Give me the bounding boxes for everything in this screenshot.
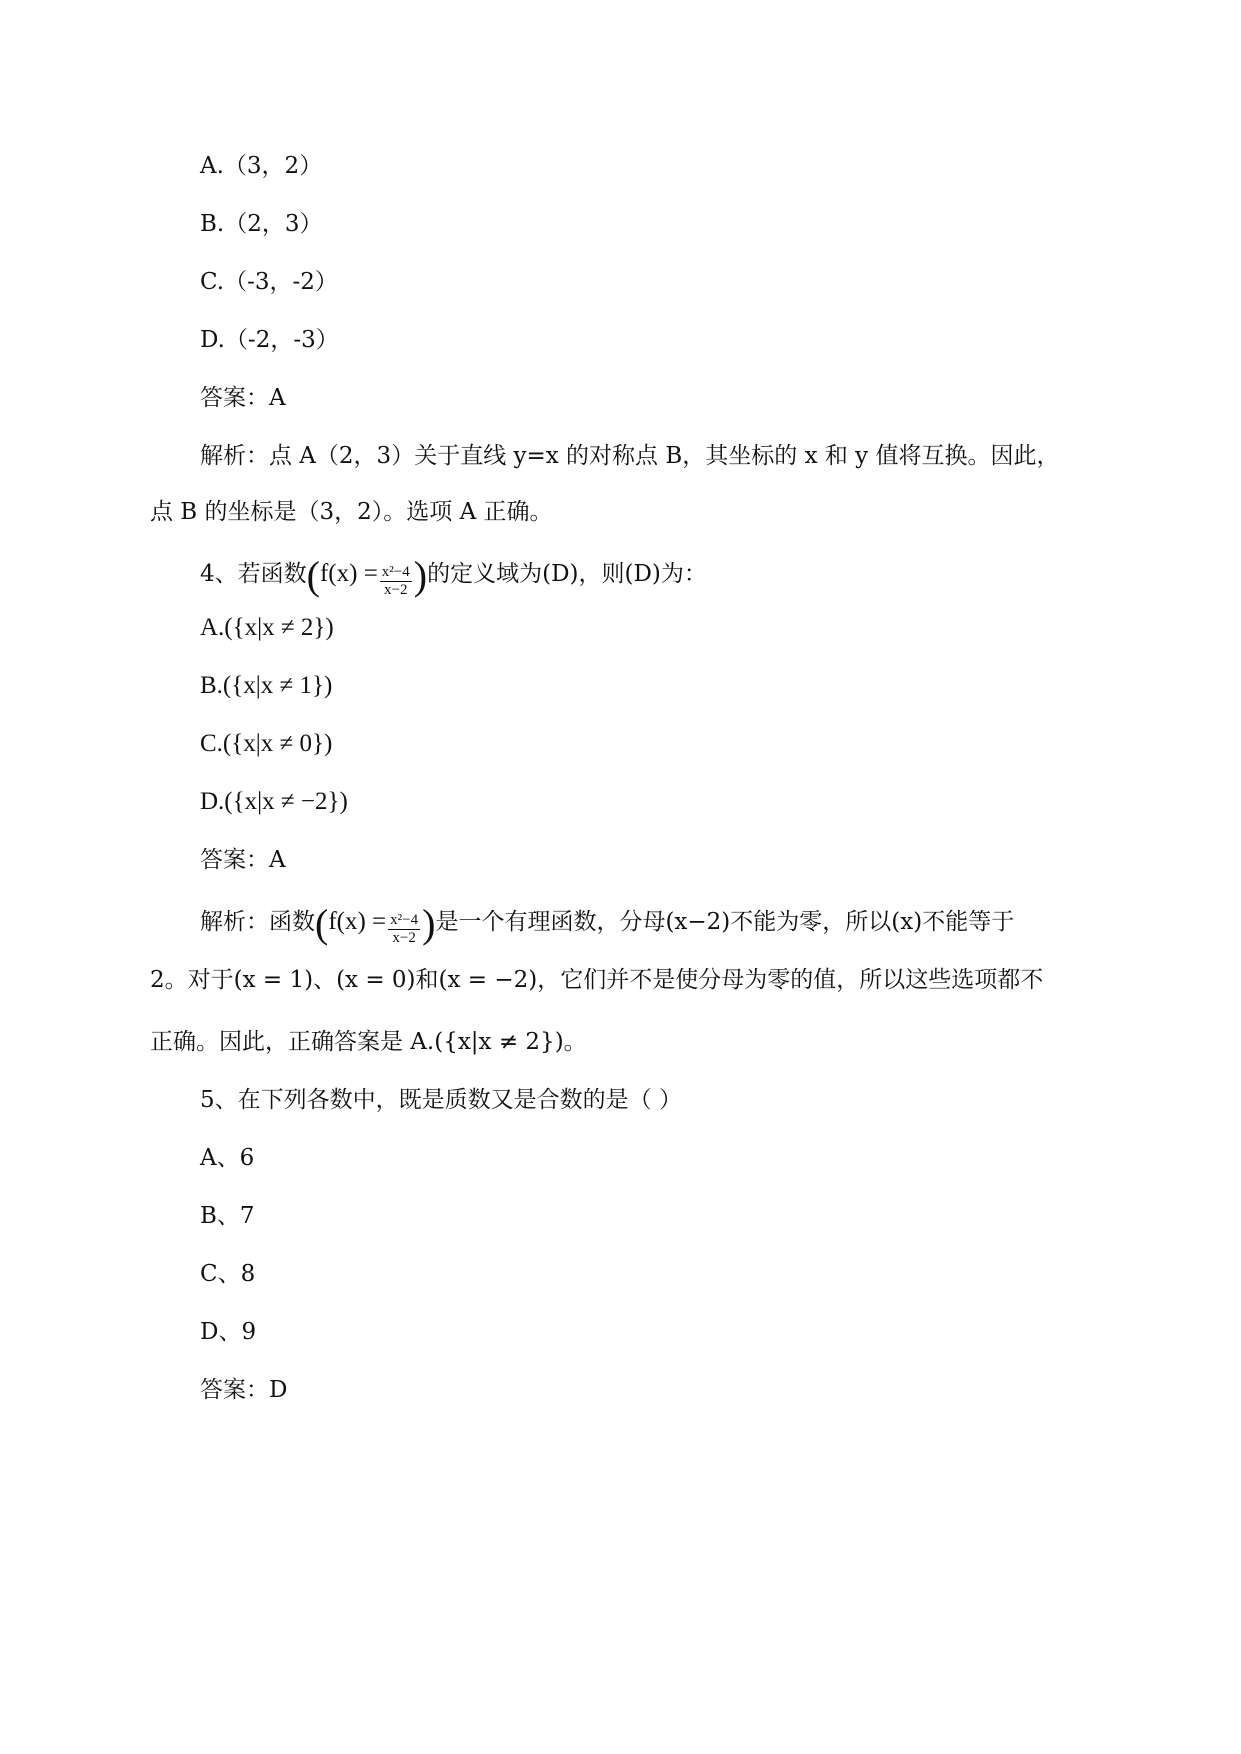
- q3-option-c: C.（-3，-2）: [200, 269, 338, 295]
- q3-analysis-line-1: 解析：点 A（2，3）关于直线 y=x 的对称点 B，其坐标的 x 和 y 值将互换。因此，: [200, 443, 1060, 469]
- q4-option-c: C.({x|x ≠ 0}): [200, 730, 333, 757]
- open-paren: (: [306, 553, 320, 598]
- q4-stem-prefix: 4、若函数: [200, 561, 307, 587]
- q4-answer: 答案：A: [200, 847, 286, 873]
- q3-answer: 答案：A: [200, 385, 286, 411]
- q4-analysis-fraction: [388, 912, 420, 947]
- q4-option-b: B.({x|x ≠ 1}): [200, 672, 333, 699]
- q5-option-c: C、8: [200, 1261, 256, 1287]
- q4-analysis-fraction-denominator: x−2: [392, 930, 416, 946]
- q4-analysis-line-2: 2。对于(x = 1)、(x = 0)和(x = −2)，它们并不是使分母为零的值，所以这些选项都不: [150, 967, 1044, 993]
- q5-option-d: D、9: [200, 1319, 257, 1345]
- q4-function-expr: f(x) =: [319, 560, 378, 587]
- q4-analysis-line-3: 正确。因此，正确答案是 A.({x|x ≠ 2})。: [150, 1029, 587, 1055]
- q3-option-b: B.（2，3）: [200, 211, 323, 237]
- q5-option-b: B、7: [200, 1203, 255, 1229]
- close-paren: ): [413, 553, 428, 598]
- q3-option-d: D.（-2，-3）: [200, 327, 339, 353]
- close-paren: ): [422, 901, 436, 946]
- q5-option-a: A、6: [200, 1145, 255, 1171]
- q4-analysis-suffix: 是一个有理函数，分母(x−2)不能为零，所以(x)不能等于: [435, 909, 1015, 935]
- q5-answer: 答案：D: [200, 1377, 288, 1403]
- q4-analysis-fraction-numerator: x²−4: [390, 912, 419, 928]
- q4-fraction-denominator: x−2: [384, 582, 408, 598]
- q3-option-a: A.（3，2）: [200, 153, 323, 179]
- q5-stem: 5、在下列各数中，既是质数又是合数的是（ ）: [200, 1087, 682, 1113]
- q4-option-a: A.({x|x ≠ 2}): [200, 614, 334, 641]
- q3-analysis-line-2: 点 B 的坐标是（3，2）。选项 A 正确。: [150, 499, 553, 525]
- q4-option-d: D.({x|x ≠ −2}): [200, 788, 348, 815]
- open-paren: (: [315, 901, 329, 946]
- q4-analysis-prefix: 解析：函数: [200, 909, 315, 935]
- q4-fraction-numerator: x²−4: [381, 564, 410, 580]
- q4-fraction: [380, 564, 412, 599]
- q4-analysis-line-1: [200, 901, 1015, 947]
- q4-stem-suffix: 的定义域为(D)，则(D)为：: [427, 561, 707, 587]
- q4-stem: [200, 553, 707, 599]
- q4-analysis-function-expr: f(x) =: [328, 908, 387, 935]
